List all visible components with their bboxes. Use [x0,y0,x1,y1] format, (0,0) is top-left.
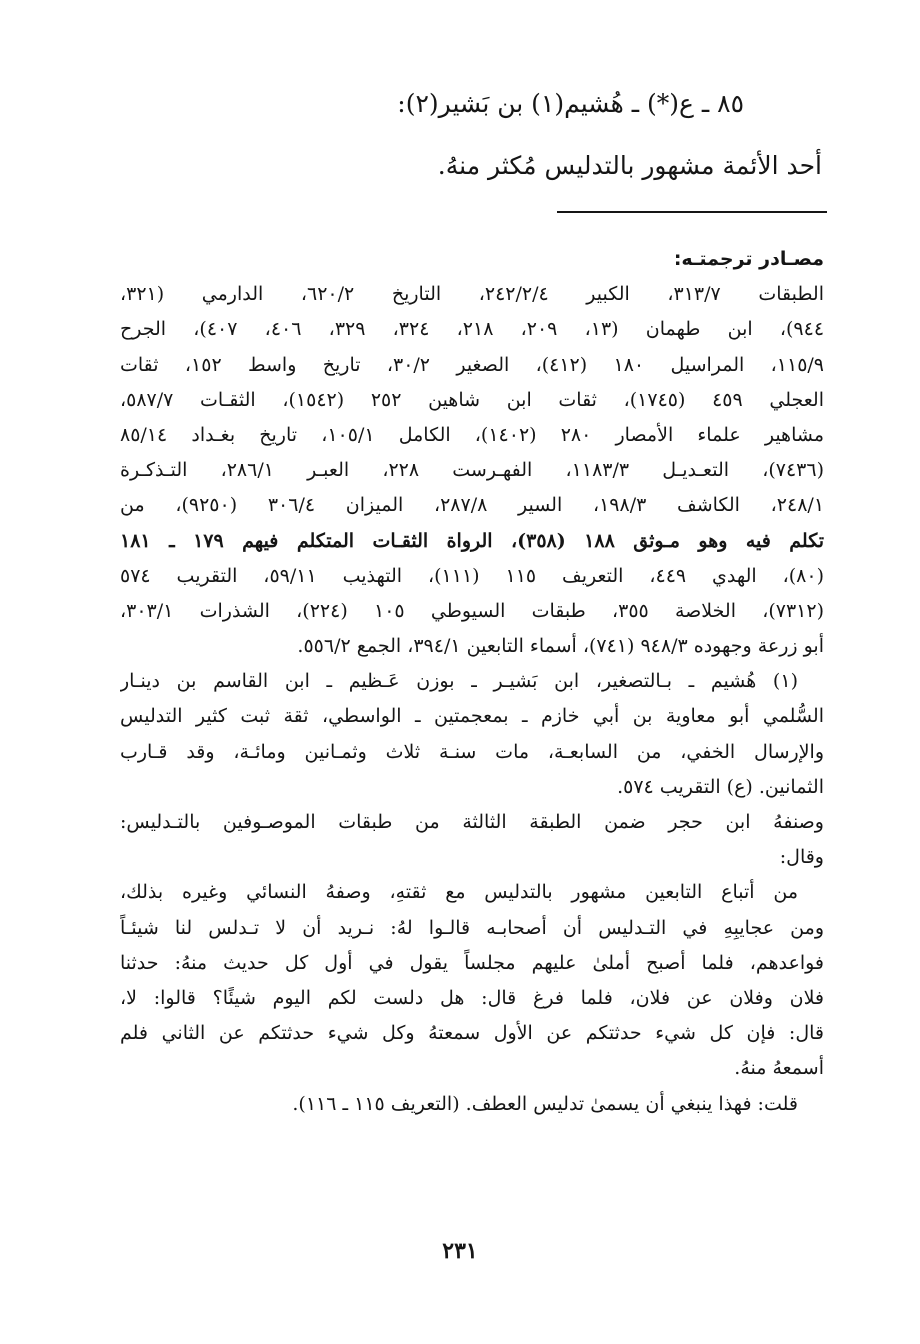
sources-line: (٧٤٣٦)، التعـديـل ١١٨٣/٣، الفهـرست ٢٢٨، العبـر ٢٨٦/١، التـذكـرة [120,459,824,482]
sources-line: الطبقات ٣١٣/٧، الكبير ٢٤٢/٢/٤، التاريخ ٦٢٠/٢، الدارمي (٣٢١، [120,283,824,306]
footnote-2-line: فواعدهم، فلما أصبح أملىٰ عليهم مجلساً يقول في أول كل حديث منهُ: حدثنا [120,951,824,974]
entry-summary: أحد الأئمة مشهور بالتدليس مُكثر منهُ. [437,151,822,180]
sources-line: مشاهير علماء الأمصار ٢٨٠ (١٤٠٢)، الكامل ١٠٥/١، تاريخ بغـداد ٨٥/١٤ [120,423,824,446]
footnote-2-line: قلت: فهذا ينبغي أن يسمىٰ تدليس العطف. (التعريف ١١٥ ـ ١١٦). [292,1092,798,1115]
sources-line: تكلم فيه وهو مـوثق ١٨٨ (٣٥٨)، الرواة الثقـات المتكلم فيهم ١٧٩ ـ ١٨١ [120,529,824,552]
footnote-1-line: (١) هُشيم ـ بـالتصغير، ابن بَشيـر ـ بوزن عَـظيم ـ ابن القاسم بن دينـار [120,670,798,693]
sources-title: مصـادر ترجمتـه: [673,248,824,270]
footnote-2-line: وقال: [779,846,824,869]
sources-line: العجلي ٤٥٩ (١٧٤٥)، ثقات ابن شاهين ٢٥٢ (١٥٤٢)، الثقـات ٥٨٧/٧، [120,388,824,411]
sources-line: ٩٤٤)، ابن طهمان (١٣، ٢٠٩، ٢١٨، ٣٢٤، ٣٢٩، ٤٠٦، ٤٠٧)، الجرح [120,318,824,341]
footnote-1-line: والإرسال الخفي، من السابعـة، مات سنـة ثلاث وثمـانين ومائـة، وقد قـارب [120,740,824,763]
footnotes [120,242,824,1122]
footnote-2-line: فلان وفلان عن فلان، فلما فرغ قال: هل دلست لكم اليوم شيئًا؟ قالوا: لا، [120,986,824,1009]
footnote-1-line: السُّلمي أبو معاوية بن أبي خازم ـ بمعجمتين ـ الواسطي، ثقة ثبت كثير التدليس [120,705,824,728]
footnote-2-line: أسمعهُ منهُ. [734,1057,824,1080]
footnote-2-line: من أتباع التابعين مشهور بالتدليس مع ثقتهِ، وصفهُ النسائي وغيره بذلك، [120,881,798,904]
sources-line: أبو زرعة وجهوده ٩٤٨/٣ (٧٤١)، أسماء التابعين ٣٩٤/١، الجمع ٥٥٦/٢. [297,635,824,658]
footnote-2-line: وصنفهُ ابن حجر ضمن الطبقة الثالثة من طبقات الموصـوفين بالتـدليس: [120,811,824,833]
footnote-separator [557,211,827,213]
sources-line: (٨٠)، الهدي ٤٤٩، التعريف ١١٥ (١١١)، التهذيب ٥٩/١١، التقريب ٥٧٤ [120,564,824,587]
footnote-1-line: الثمانين. (ع) التقريب ٥٧٤. [617,775,824,798]
entry-heading: ٨٥ ـ ع(*) ـ هُشيم(١) بن بَشير(٢): [397,89,744,118]
footnote-2-line: ومن عجايبِهِ في التـدليس أن أصحابـه قالـوا لهُ: نـريد أن لا تـدلس لنا شيئـاً [120,916,824,939]
page-number: ٢٣١ [442,1238,478,1264]
sources-line: ٢٤٨/١، الكاشف ١٩٨/٣، السير ٢٨٧/٨، الميزان ٣٠٦/٤ (٩٢٥٠)، من [120,494,824,517]
footnote-2-line: قال: فإن كل شيء حدثتكم عن الأول سمعتهُ وكل شيء حدثتكم عن الثاني فلم [120,1022,824,1045]
sources-line: (٧٣١٢)، الخلاصة ٣٥٥، طبقات السيوطي ١٠٥ (٢٢٤)، الشذرات ٣٠٣/١، [120,599,824,622]
sources-line: ١١٥/٩، المراسيل ١٨٠ (٤١٢)، الصغير ٣٠/٢، تاريخ واسط ١٥٢، ثقات [120,353,824,376]
